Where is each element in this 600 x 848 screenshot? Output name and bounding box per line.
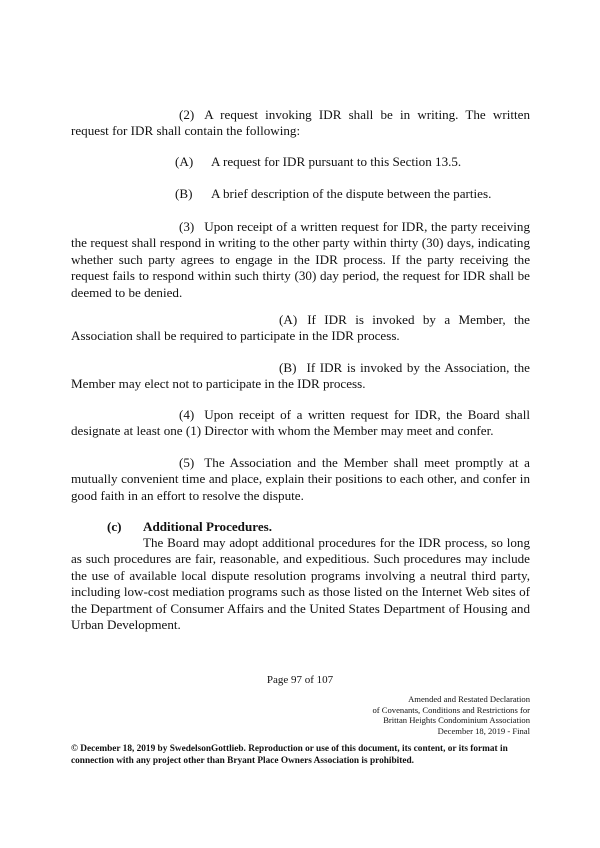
- item-2b-text: A brief description of the dispute between the parties.: [211, 186, 492, 201]
- paragraph-2-number: (2): [179, 107, 195, 122]
- item-3b: [71, 360, 530, 393]
- paragraph-4: [71, 407, 530, 440]
- copyright-notice: © December 18, 2019 by SwedelsonGottlieb. Reproduction or use of this document, its content, or its format in connection with any project other than Bryant Place Owners Association is prohibited.: [71, 744, 508, 766]
- paragraph-4-text: Upon receipt of a written request for IDR, the Board shall designate at least one (1) Director with whom the Member may meet and confer.: [71, 407, 530, 439]
- document-identifier-line-1: Amended and Restated Declaration: [408, 694, 530, 704]
- item-3a: [71, 312, 530, 345]
- paragraph-3-number: (3): [179, 219, 195, 234]
- item-3b-label: (B): [279, 360, 297, 375]
- item-3a-label: (A): [279, 312, 298, 327]
- section-c-body: The Board may adopt additional procedures for the IDR process, so long as such procedures are fair, reasonable, and expeditious. Such procedures may include the use of available local dispute resolution programs involving a neutral third party, including low-cost mediation programs such as those listed on the Internet Web sites of the Department of Consumer Affairs and the United States Department of Housing and Urban Development.: [71, 535, 530, 633]
- document-identifier-line-4: December 18, 2019 - Final: [437, 725, 530, 736]
- paragraph-3: [71, 219, 530, 301]
- document-identifier: [372, 694, 530, 736]
- paragraph-2-text: A request invoking IDR shall be in writing. The written request for IDR shall contain the following:: [71, 107, 530, 139]
- page-number: Page 97 of 107: [266, 674, 334, 686]
- section-c-label: (c): [107, 519, 122, 534]
- item-2a: [175, 154, 461, 170]
- item-2b-label: (B): [175, 186, 193, 201]
- paragraph-3-text: Upon receipt of a written request for IDR, the party receiving the request shall respond in writing to the other party within thirty (30) days, indicating whether such party agrees to engage in the IDR process. If the party receiving the request fails to respond within such thirty (30) day period, the request for IDR shall be deemed to be denied.: [71, 219, 530, 300]
- paragraph-2: [71, 107, 530, 140]
- item-2a-text: A request for IDR pursuant to this Section 13.5.: [211, 154, 462, 169]
- item-2a-label: (A): [175, 154, 194, 169]
- document-identifier-line-2: of Covenants, Conditions and Restrictions for: [372, 704, 530, 715]
- paragraph-4-number: (4): [179, 407, 195, 422]
- section-c-title: Additional Procedures.: [143, 519, 273, 534]
- paragraph-5-number: (5): [179, 455, 195, 470]
- item-3b-text: If IDR is invoked by the Association, the Member may elect not to participate in the IDR process.: [71, 360, 530, 392]
- section-c-heading: [107, 519, 272, 535]
- item-3a-text: If IDR is invoked by a Member, the Association shall be required to participate in the IDR process.: [71, 312, 530, 344]
- document-identifier-line-3: Brittan Heights Condominium Association: [383, 715, 530, 726]
- paragraph-5-text: The Association and the Member shall meet promptly at a mutually convenient time and place, explain their positions to each other, and confer in good faith in an effort to resolve the dispute.: [71, 455, 530, 503]
- paragraph-5: [71, 455, 530, 504]
- item-2b: [175, 186, 491, 202]
